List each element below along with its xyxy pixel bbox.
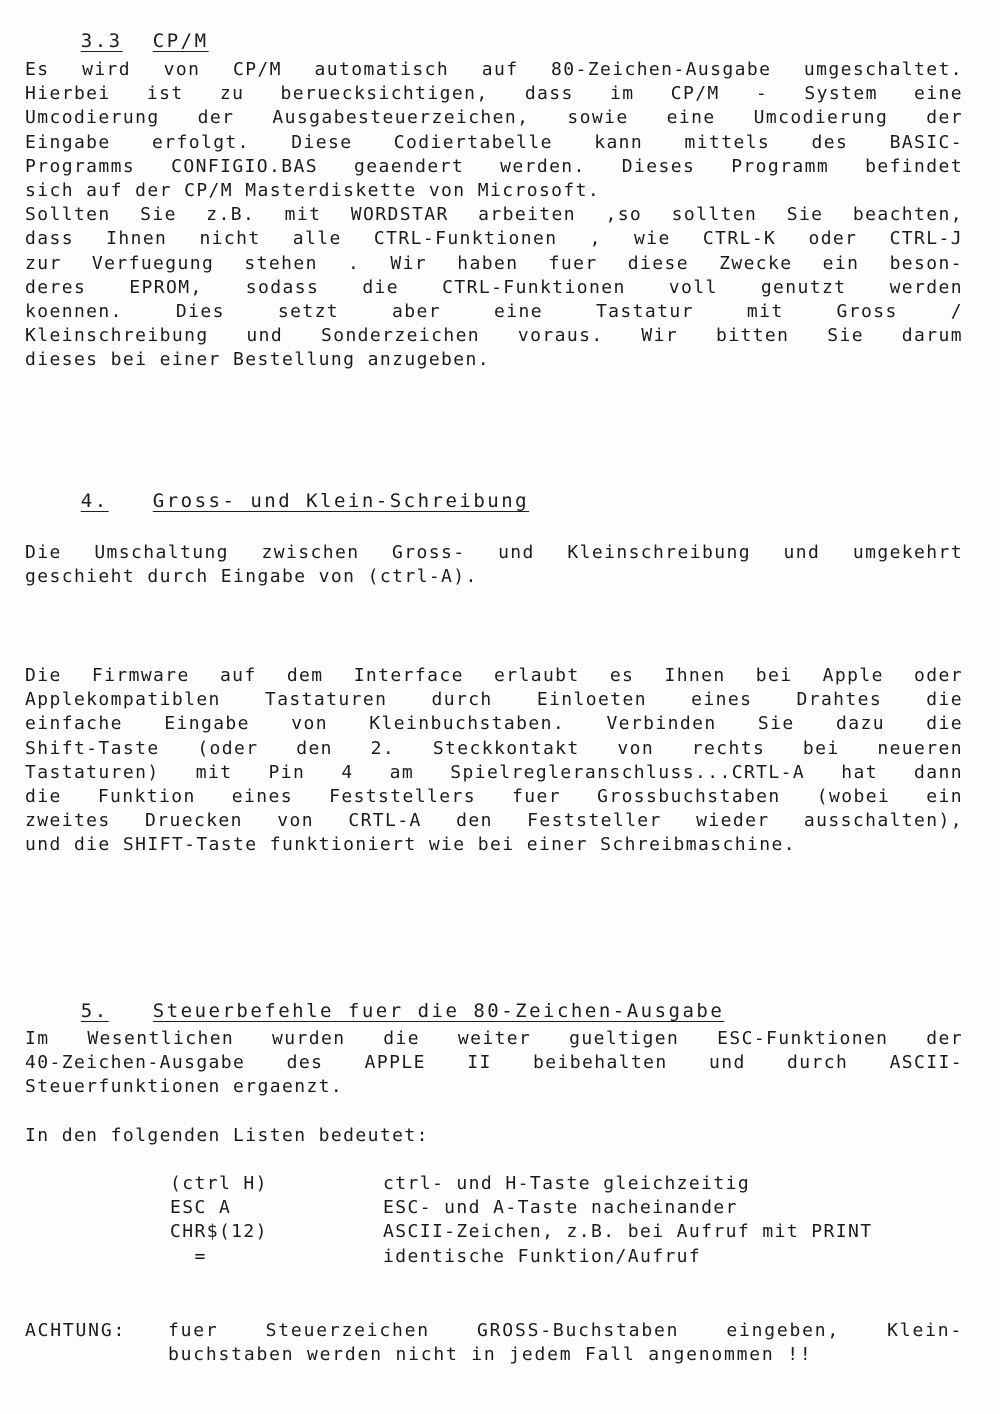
text-line: Hierbei ist zu beruecksichtigen, dass im CP/M - System eine bbox=[25, 83, 963, 105]
text-line: Programms CONFIGIO.BAS geaendert werden. Dieses Programm befindet bbox=[25, 155, 963, 177]
text-line: koennen. Dies setzt aber eine Tastatur mit Gross / bbox=[25, 301, 963, 323]
text-line: Shift-Taste (oder den 2. Steckkontakt von rechts bei neueren bbox=[25, 737, 963, 759]
text-line: zur Verfuegung stehen . Wir haben fuer diese Zwecke ein beson- bbox=[25, 252, 963, 274]
paragraph-cpm bbox=[25, 58, 963, 373]
section-title: Gross- und Klein-Schreibung bbox=[152, 490, 530, 512]
note-label: ACHTUNG: bbox=[25, 1320, 127, 1341]
paragraph-umschaltung bbox=[25, 541, 963, 589]
definition-row bbox=[170, 1196, 963, 1220]
text-line: fuer Steuerzeichen GROSS-Buchstaben eingeben, Klein- bbox=[168, 1320, 963, 1341]
definition-desc: ASCII-Zeichen, z.B. bei Aufruf mit PRINT bbox=[383, 1221, 873, 1243]
text-line: 40-Zeichen-Ausgabe des APPLE II beibehalten und durch ASCII- bbox=[25, 1052, 963, 1074]
text-line: und die SHIFT-Taste funktioniert wie bei einer Schreibmaschine. bbox=[25, 834, 796, 856]
text-line: Die Umschaltung zwischen Gross- und Kleinschreibung und umgekehrt bbox=[25, 542, 963, 563]
text-line: dieses bei einer Bestellung anzugeben. bbox=[25, 349, 491, 371]
text-line: Umcodierung der Ausgabesteuerzeichen, sowie eine Umcodierung der bbox=[25, 107, 963, 129]
note-text bbox=[168, 1319, 963, 1367]
text-line: Kleinschreibung und Sonderzeichen voraus. Wir bitten Sie darum bbox=[25, 325, 963, 347]
definition-row bbox=[170, 1220, 963, 1244]
definition-term: ESC A bbox=[170, 1197, 232, 1219]
text-line: In den folgenden Listen bedeutet: bbox=[25, 1125, 429, 1146]
text-line: Sollten Sie z.B. mit WORDSTAR arbeiten ,so sollten Sie beachten, bbox=[25, 204, 963, 226]
paragraph-firmware bbox=[25, 664, 963, 858]
section-number: 4. bbox=[80, 490, 109, 512]
definition-term: CHR$(12) bbox=[170, 1221, 268, 1243]
definition-term: (ctrl H) bbox=[170, 1173, 268, 1194]
text-line: Steuerfunktionen ergaenzt. bbox=[25, 1076, 344, 1098]
text-line: deres EPROM, sodass die CTRL-Funktionen voll genutzt werden bbox=[25, 276, 963, 298]
text-line: Die Firmware auf dem Interface erlaubt es Ihnen bei Apple oder bbox=[25, 665, 963, 686]
section-heading-4 bbox=[25, 468, 529, 534]
definition-list bbox=[170, 1172, 963, 1269]
definition-desc: ESC- und A-Taste nacheinander bbox=[383, 1197, 738, 1219]
definition-desc: identische Funktion/Aufruf bbox=[383, 1245, 702, 1267]
text-line: Es wird von CP/M automatisch auf 80-Zeichen-Ausgabe umgeschaltet. bbox=[25, 59, 963, 80]
text-line: geschieht durch Eingabe von (ctrl-A). bbox=[25, 566, 478, 588]
text-line: einfache Eingabe von Kleinbuchstaben. Verbinden Sie dazu die bbox=[25, 713, 963, 735]
paragraph-listen-intro bbox=[25, 1124, 963, 1148]
text-line: Eingabe erfolgt. Diese Codiertabelle kann mittels des BASIC- bbox=[25, 131, 963, 153]
text-line: zweites Druecken von CRTL-A den Feststeller wieder ausschalten), bbox=[25, 810, 963, 832]
section-title: Steuerbefehle fuer die 80-Zeichen-Ausgabe bbox=[152, 1000, 725, 1022]
section-number: 3.3 bbox=[80, 30, 123, 52]
text-line: Tastaturen) mit Pin 4 am Spielregleranschluss...CRTL-A hat dann bbox=[25, 761, 963, 783]
definition-term: = bbox=[170, 1245, 207, 1267]
text-line: Im Wesentlichen wurden die weiter gueltigen ESC-Funktionen der bbox=[25, 1028, 963, 1049]
achtung-note bbox=[25, 1319, 963, 1367]
text-line: die Funktion eines Feststellers fuer Grossbuchstaben (wobei ein bbox=[25, 786, 963, 808]
definition-row bbox=[170, 1245, 963, 1269]
text-line: Applekompatiblen Tastaturen durch Einloeten eines Drahtes die bbox=[25, 689, 963, 711]
paragraph-steuerbefehle bbox=[25, 1027, 963, 1100]
text-line: dass Ihnen nicht alle CTRL-Funktionen , wie CTRL-K oder CTRL-J bbox=[25, 228, 963, 250]
text-line: buchstaben werden nicht in jedem Fall angenommen !! bbox=[168, 1344, 813, 1366]
definition-row bbox=[170, 1172, 963, 1196]
section-number: 5. bbox=[80, 1000, 109, 1022]
text-line: sich auf der CP/M Masterdiskette von Microsoft. bbox=[25, 180, 601, 202]
definition-desc: ctrl- und H-Taste gleichzeitig bbox=[383, 1173, 751, 1194]
section-title: CP/M bbox=[152, 30, 209, 52]
